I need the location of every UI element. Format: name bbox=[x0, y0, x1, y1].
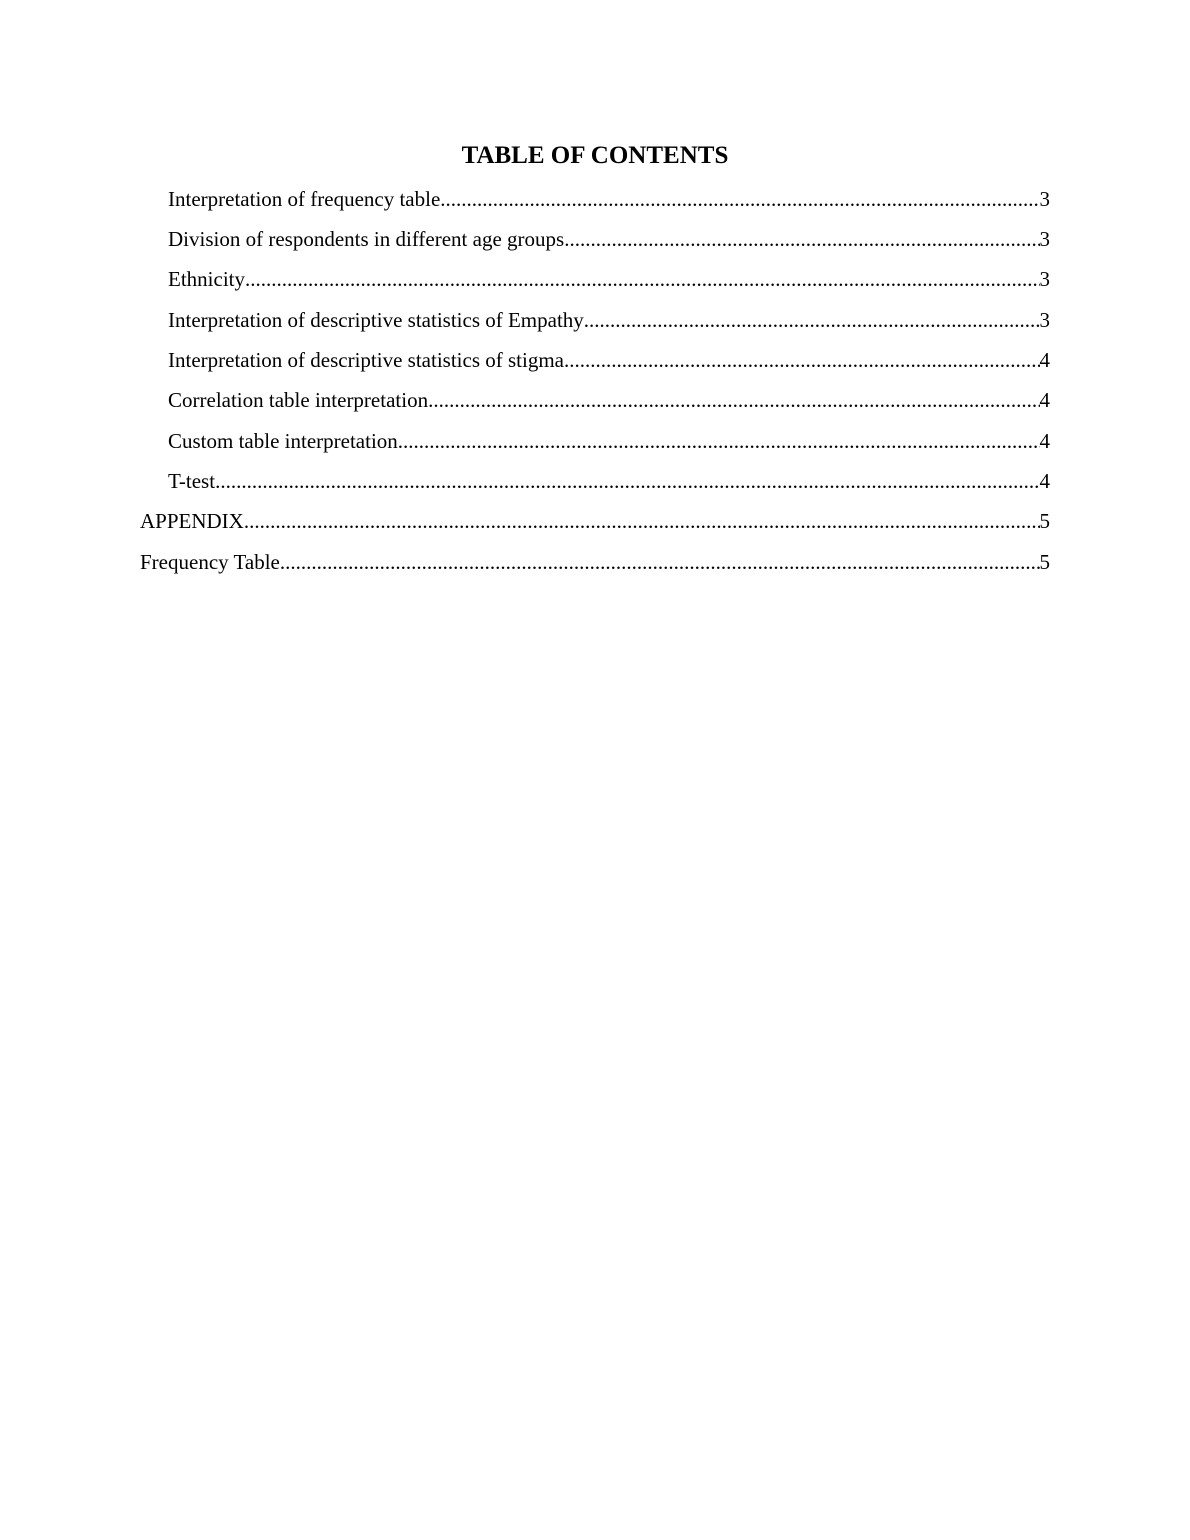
toc-dot-leader bbox=[280, 547, 1040, 577]
toc-entry-page: 3 bbox=[1039, 227, 1050, 251]
toc-entry-page: 3 bbox=[1039, 187, 1050, 211]
toc-entry-label: T-test bbox=[168, 469, 216, 493]
toc-entry-label: Interpretation of descriptive statistics of Empathy bbox=[168, 308, 584, 332]
toc-entry-label: APPENDIX bbox=[140, 509, 244, 533]
toc-dot-leader bbox=[244, 506, 1040, 536]
toc-entry[interactable] bbox=[168, 184, 1050, 214]
toc-entry[interactable] bbox=[168, 466, 1050, 496]
toc-entry-page: 5 bbox=[1039, 550, 1050, 574]
toc-dot-leader bbox=[428, 385, 1039, 415]
toc-title: TABLE OF CONTENTS bbox=[461, 142, 729, 169]
toc-dot-leader bbox=[245, 264, 1040, 294]
toc-dot-leader bbox=[398, 426, 1040, 456]
toc-entry[interactable] bbox=[168, 345, 1050, 375]
toc-entry[interactable] bbox=[168, 224, 1050, 254]
toc-entry[interactable] bbox=[140, 547, 1050, 577]
toc-entry-page: 4 bbox=[1039, 469, 1050, 493]
toc-entry[interactable] bbox=[168, 385, 1050, 415]
toc-dot-leader bbox=[564, 224, 1039, 254]
toc-entry[interactable] bbox=[168, 264, 1050, 294]
toc-entry[interactable] bbox=[168, 305, 1050, 335]
toc-entry-label: Correlation table interpretation bbox=[168, 388, 429, 412]
toc-entry-label: Interpretation of descriptive statistics of stigma bbox=[168, 348, 564, 372]
toc-entry[interactable] bbox=[140, 506, 1050, 536]
toc-entry-label: Custom table interpretation bbox=[168, 429, 398, 453]
toc-dot-leader bbox=[215, 466, 1039, 496]
toc-entry-page: 5 bbox=[1039, 509, 1050, 533]
toc-dot-leader bbox=[584, 305, 1040, 335]
toc-entry-page: 4 bbox=[1039, 388, 1050, 412]
toc-entry-page: 4 bbox=[1039, 348, 1050, 372]
toc-entry-page: 3 bbox=[1039, 267, 1050, 291]
toc-dot-leader bbox=[564, 345, 1040, 375]
toc-entry-label: Division of respondents in different age groups bbox=[168, 227, 565, 251]
toc-dot-leader bbox=[440, 184, 1039, 214]
toc-entry-page: 4 bbox=[1039, 429, 1050, 453]
toc-entry[interactable] bbox=[168, 426, 1050, 456]
toc-entry-label: Frequency Table bbox=[140, 550, 280, 574]
toc-entry-page: 3 bbox=[1039, 308, 1050, 332]
toc-entry-label: Interpretation of frequency table bbox=[168, 187, 441, 211]
toc-entry-label: Ethnicity bbox=[168, 267, 245, 291]
